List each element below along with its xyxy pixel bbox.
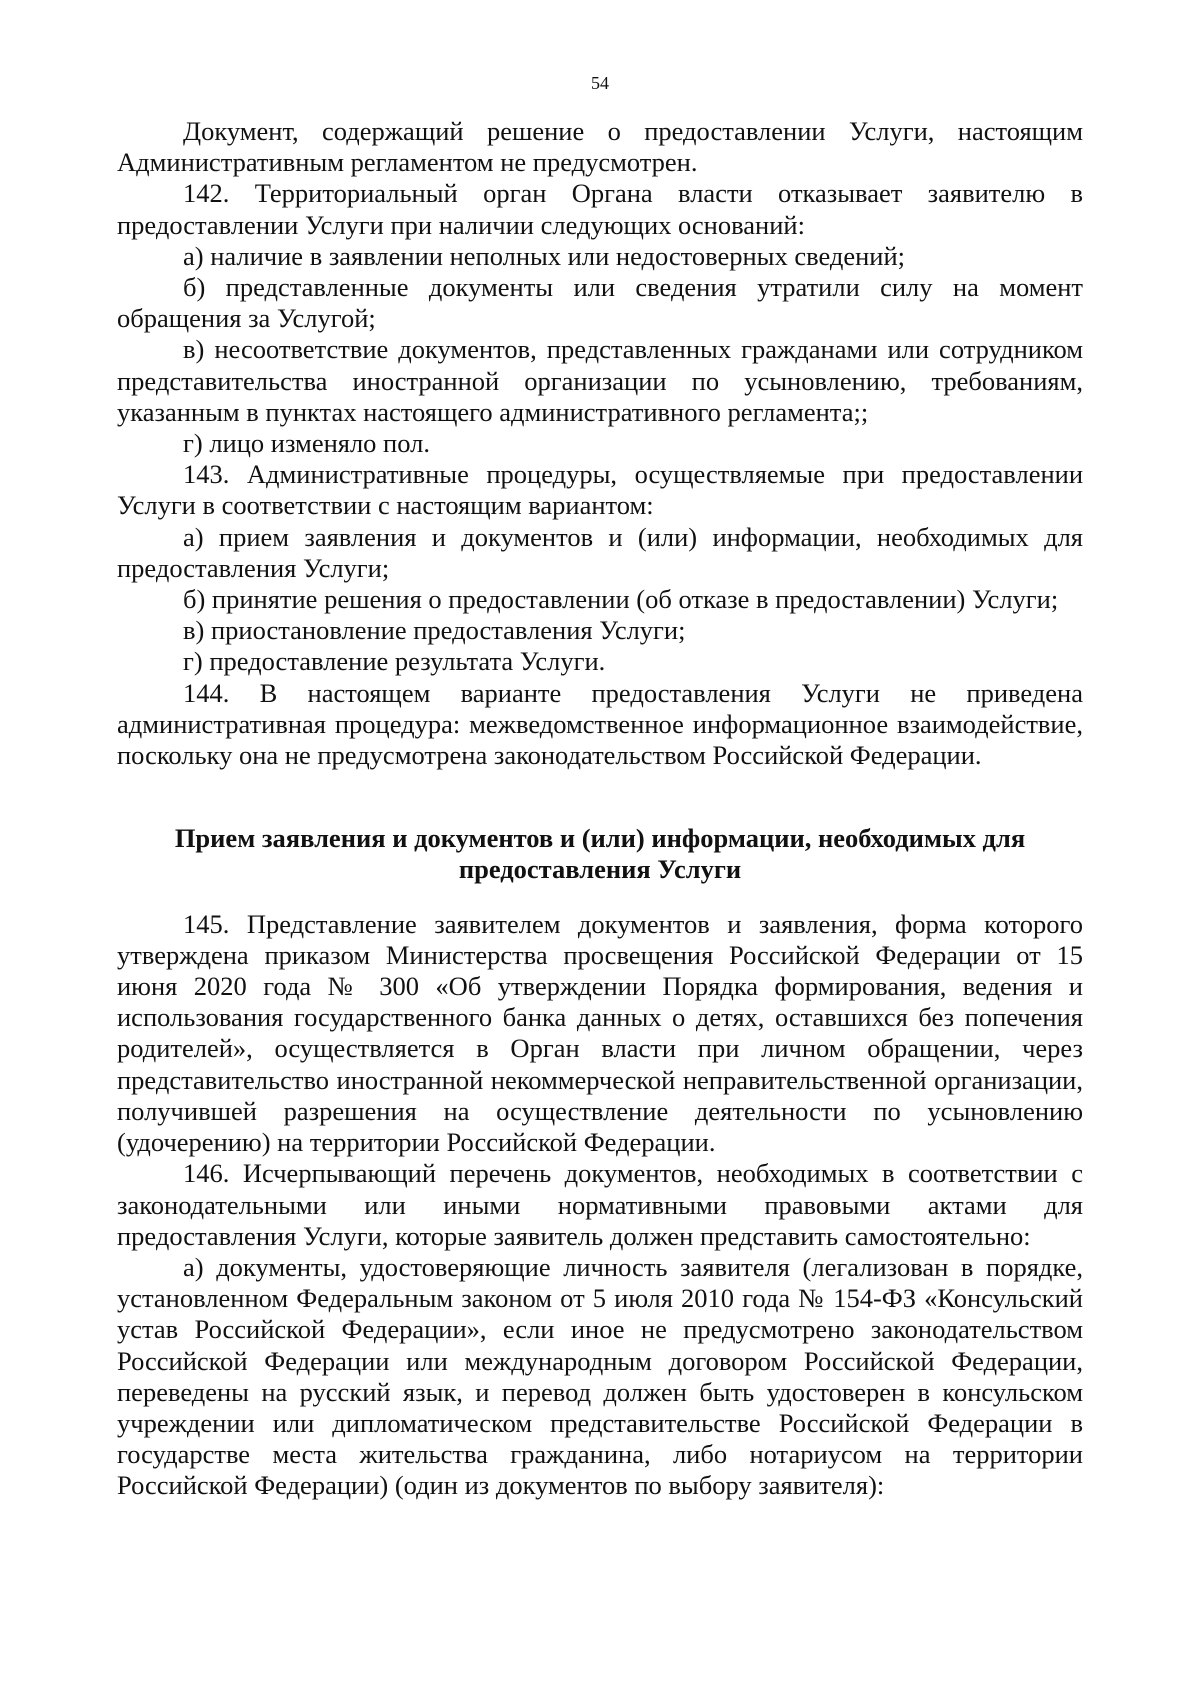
- page-number: 54: [591, 73, 609, 93]
- paragraph-146-a: а) документы, удостоверяющие личность заявителя (легализован в порядке, установленном Федеральным законом от 5 июля 2010 года № 154-ФЗ «Консульский устав Российской Федерации», если иное не предусмотрено законодательством Российской Федерации или международным договором Российской Федерации, переведены на русский язык, и перевод должен быть удостоверен в консульском учреждении или дипломатическом представительстве Российской Федерации в государстве места жительства гражданина, либо нотариусом на территории Российской Федерации) (один из документов по выбору заявителя):: [117, 1251, 1083, 1501]
- paragraph-145: 145. Представление заявителем документов и заявления, форма которого утверждена приказом Министерства просвещения Российской Федерации от 15 июня 2020 года № 300 «Об утверждении Порядка формирования, ведения и использования государственного банка данных о детях, оставшихся без попечения родителей», осуществляется в Орган власти при личном обращении, через представительство иностранной некоммерческой неправительственной организации, получившей разрешения на осуществление деятельности по усыновлению (удочерению) на территории Российской Федерации.: [117, 908, 1083, 1158]
- section-heading-line-1: Прием заявления и документов и (или) информации, необходимых для: [174, 823, 1026, 854]
- paragraph-142-g: г) лицо изменяло пол.: [183, 428, 430, 459]
- paragraph-143-a: а) прием заявления и документов и (или) информации, необходимых для предоставления Услуги;: [117, 521, 1083, 583]
- paragraph-143-v: в) приостановление предоставления Услуги;: [183, 615, 686, 646]
- paragraph-146: 146. Исчерпывающий перечень документов, необходимых в соответствии с законодательными или иными нормативными правовыми актами для предоставления Услуги, которые заявитель должен представить самостоятельно:: [117, 1158, 1083, 1251]
- paragraph-144: 144. В настоящем варианте предоставления Услуги не приведена административная процедура: межведомственное информационное взаимодействие, поскольку она не предусмотрена законодательством Российской Федерации.: [117, 677, 1083, 771]
- document-body: [117, 116, 1083, 1502]
- paragraph-143: 143. Административные процедуры, осуществляемые при предоставлении Услуги в соответствии с настоящим вариантом:: [117, 459, 1083, 521]
- paragraph-result-document: Документ, содержащий решение о предоставлении Услуги, настоящим Административным регламентом не предусмотрен.: [117, 116, 1083, 178]
- paragraph-142-v: в) несоответствие документов, представленных гражданами или сотрудником представительства иностранной организации по усыновлению, требованиям, указанным в пунктах настоящего административного регламента;;: [117, 334, 1083, 427]
- document-page: [117, 0, 1083, 1697]
- paragraph-143-b: б) принятие решения о предоставлении (об отказе в предоставлении) Услуги;: [183, 584, 1059, 615]
- section-heading: [117, 823, 1083, 885]
- section-heading-line-2: предоставления Услуги: [458, 854, 742, 885]
- paragraph-142: 142. Территориальный орган Органа власти отказывает заявителю в предоставлении Услуги при наличии следующих оснований:: [117, 178, 1083, 240]
- paragraph-142-b: б) представленные документы или сведения утратили силу на момент обращения за Услугой;: [117, 272, 1083, 334]
- paragraph-142-a: а) наличие в заявлении неполных или недостоверных сведений;: [183, 240, 906, 271]
- paragraph-143-g: г) предоставление результата Услуги.: [183, 646, 606, 677]
